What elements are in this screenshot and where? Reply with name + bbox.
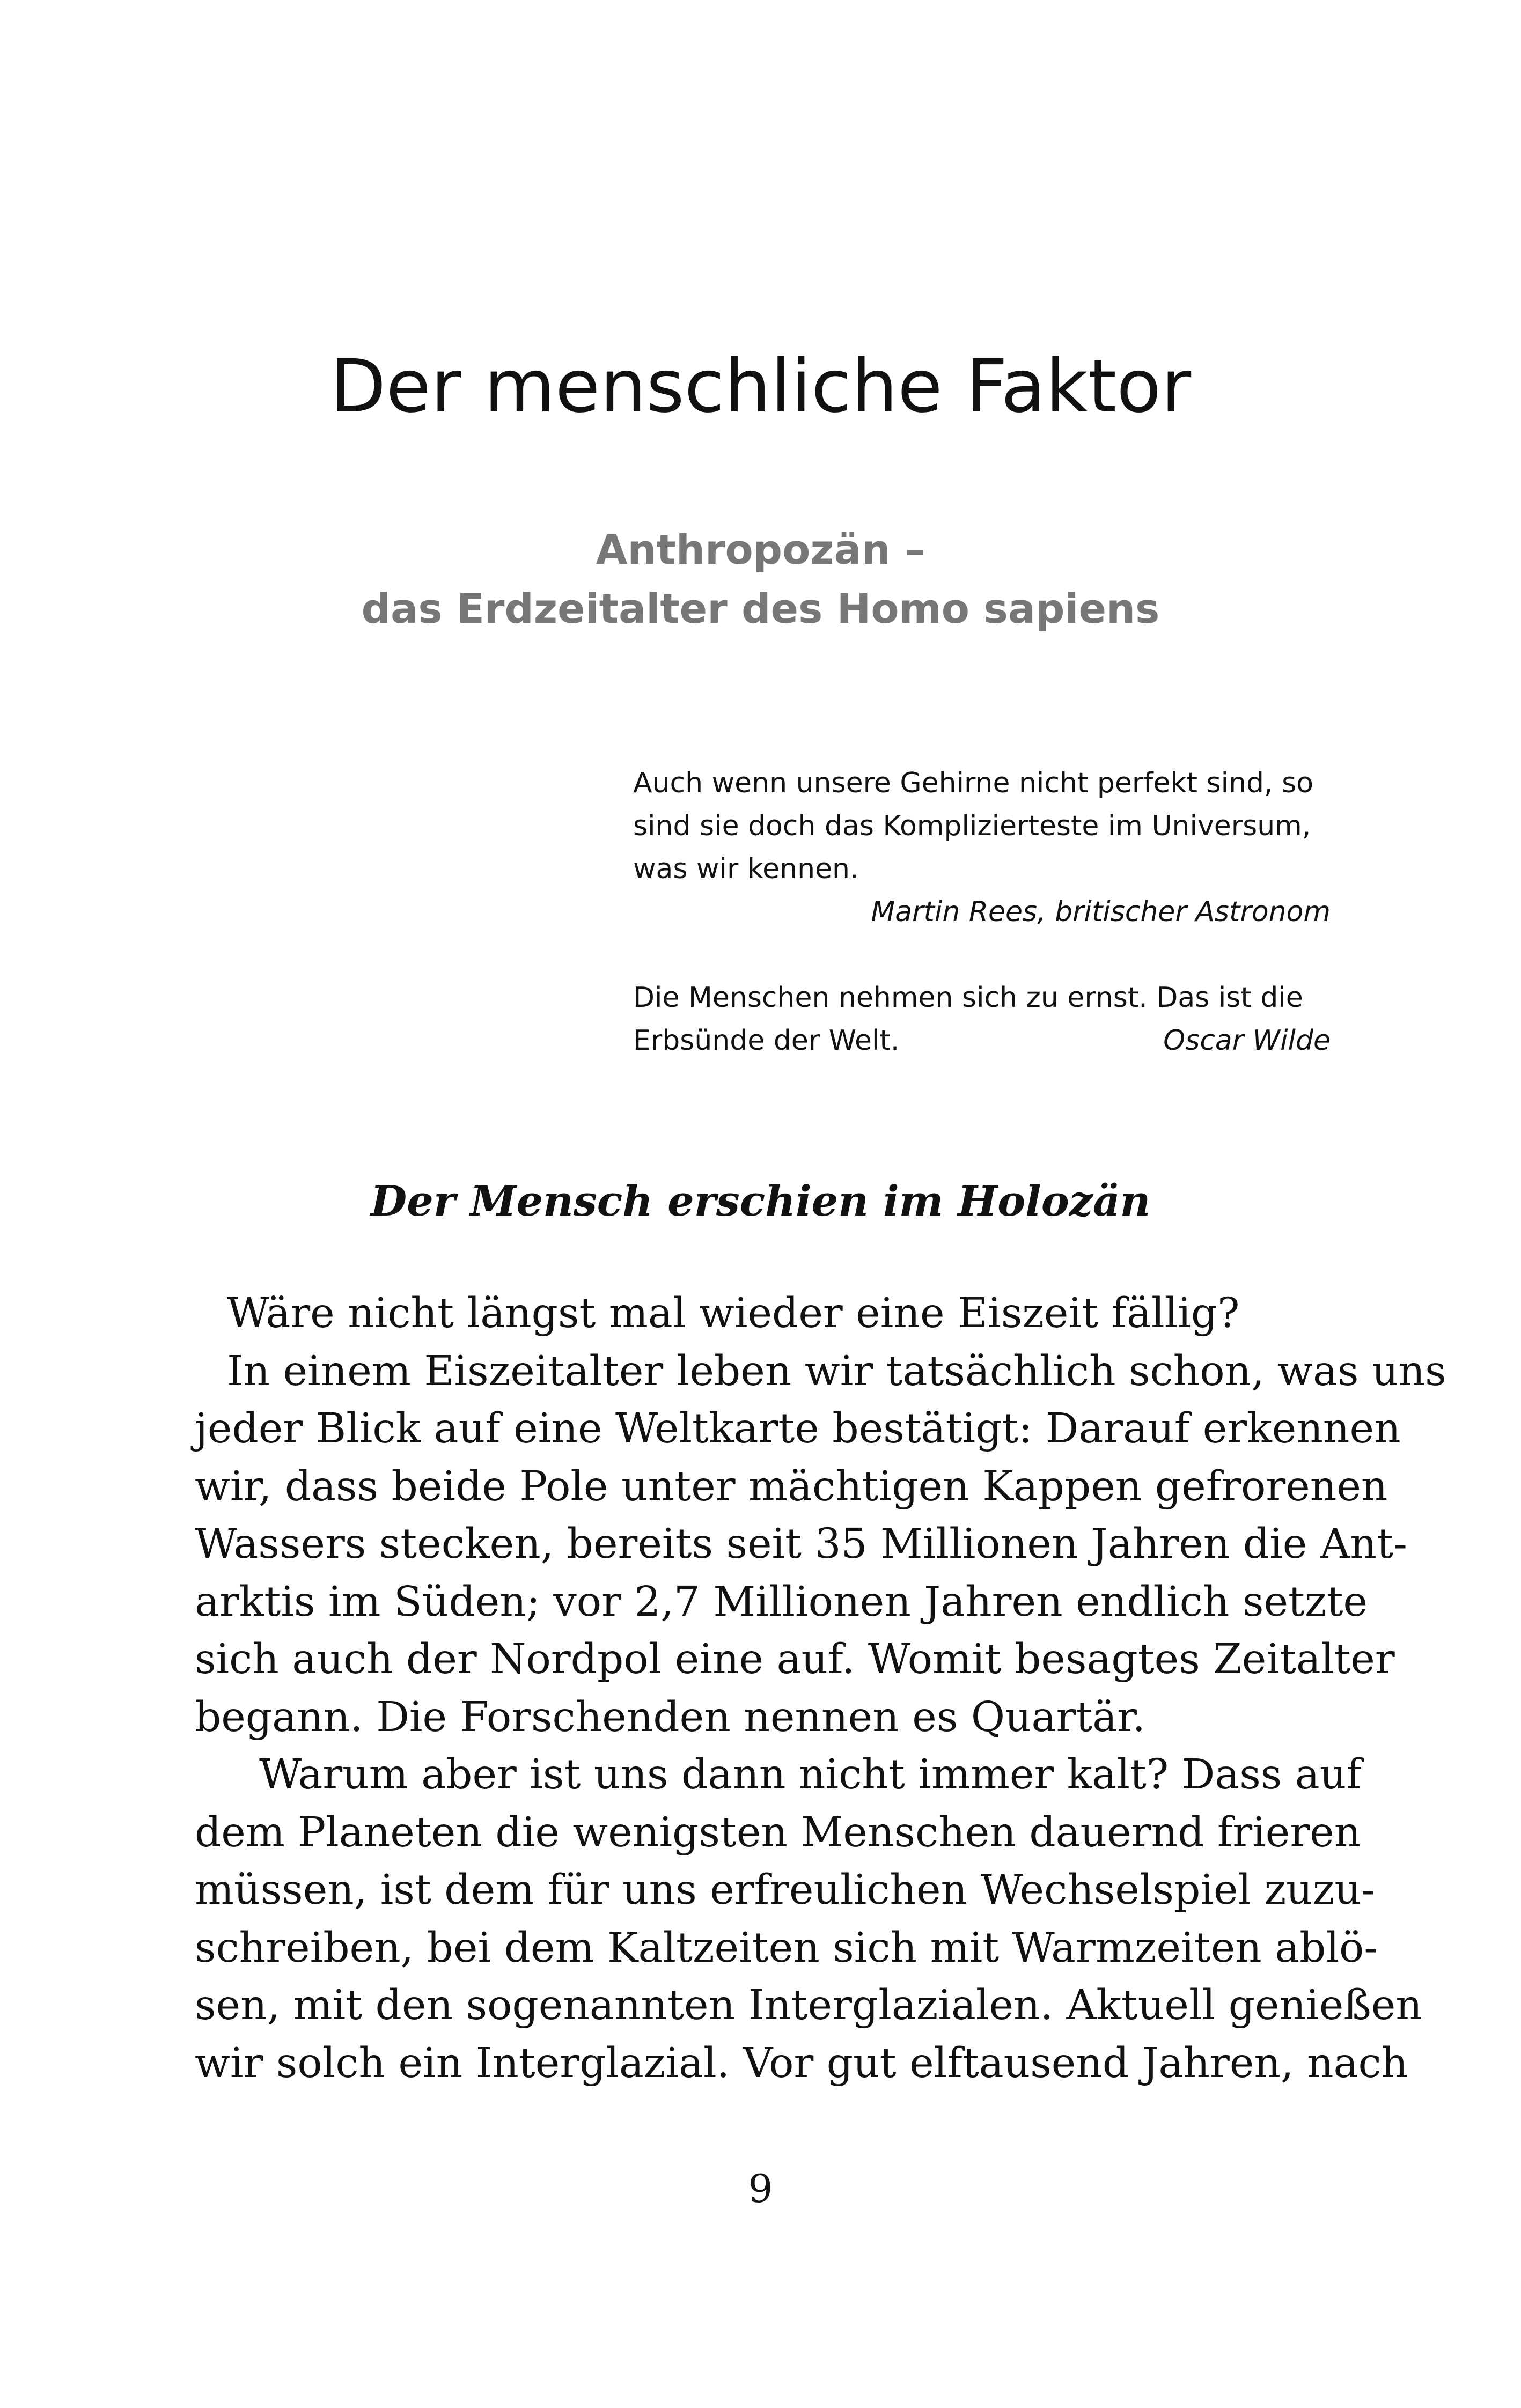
body-line: begann. Die Forschenden nennen es Quartär. bbox=[195, 1693, 1145, 1741]
epigraph-rees bbox=[633, 762, 1331, 933]
chapter-subtitle bbox=[0, 520, 1521, 638]
body-line: müssen, ist dem für uns erfreulichen Wechselspiel zuzu- bbox=[195, 1866, 1375, 1914]
body-line: Wassers stecken, bereits seit 35 Millionen Jahren die Ant- bbox=[195, 1520, 1407, 1568]
epigraph-attribution: Oscar Wilde bbox=[1163, 1025, 1331, 1057]
epigraph-wilde bbox=[633, 976, 1331, 1062]
page-number: 9 bbox=[748, 2166, 773, 2211]
body-line: wir, dass beide Pole unter mächtigen Kappen gefrorenen bbox=[195, 1462, 1388, 1511]
body-line: In einem Eiszeitalter leben wir tatsächlich schon, was uns bbox=[227, 1347, 1446, 1395]
chapter-title: Der menschliche Faktor bbox=[329, 344, 1192, 429]
body-line: Warum aber ist uns dann nicht immer kalt? Dass auf bbox=[259, 1751, 1362, 1799]
body-line: sich auch der Nordpol eine auf. Womit besagtes Zeitalter bbox=[195, 1636, 1395, 1683]
epigraph-line: Auch wenn unsere Gehirne nicht perfekt sind, so bbox=[633, 767, 1314, 799]
subtitle-line: Anthropozän – bbox=[596, 526, 925, 573]
epigraphs bbox=[633, 762, 1331, 1062]
epigraph-line: Die Menschen nehmen sich zu ernst. Das ist die bbox=[633, 982, 1303, 1014]
body-line: arktis im Süden; vor 2,7 Millionen Jahren endlich setzte bbox=[195, 1578, 1368, 1626]
body-line: Wäre nicht längst mal wieder eine Eiszeit fällig? bbox=[227, 1290, 1240, 1337]
body-line: sen, mit den sogenannten Interglazialen. Aktuell genießen bbox=[195, 1982, 1422, 2029]
epigraph-line: was wir kennen. bbox=[633, 853, 859, 885]
body-line: jeder Blick auf eine Weltkarte bestätigt: Darauf erkennen bbox=[195, 1405, 1401, 1453]
body-text bbox=[195, 1285, 1446, 2092]
section-heading: Der Mensch erschien im Holozän bbox=[370, 1177, 1151, 1226]
body-line: wir solch ein Interglazial. Vor gut elftausend Jahren, nach bbox=[195, 2039, 1408, 2087]
epigraph-line: Erbsünde der Welt. bbox=[633, 1025, 900, 1057]
epigraph-last-row bbox=[633, 1019, 1331, 1062]
epigraph-attribution: Martin Rees, britischer Astronom bbox=[871, 896, 1331, 928]
body-line: schreiben, bei dem Kaltzeiten sich mit Warmzeiten ablö- bbox=[195, 1924, 1378, 1972]
epigraph-line: sind sie doch das Komplizierteste im Universum, bbox=[633, 810, 1311, 842]
subtitle-line: das Erdzeitalter des Homo sapiens bbox=[361, 585, 1160, 632]
body-line: dem Planeten die wenigsten Menschen dauernd frieren bbox=[195, 1808, 1361, 1857]
